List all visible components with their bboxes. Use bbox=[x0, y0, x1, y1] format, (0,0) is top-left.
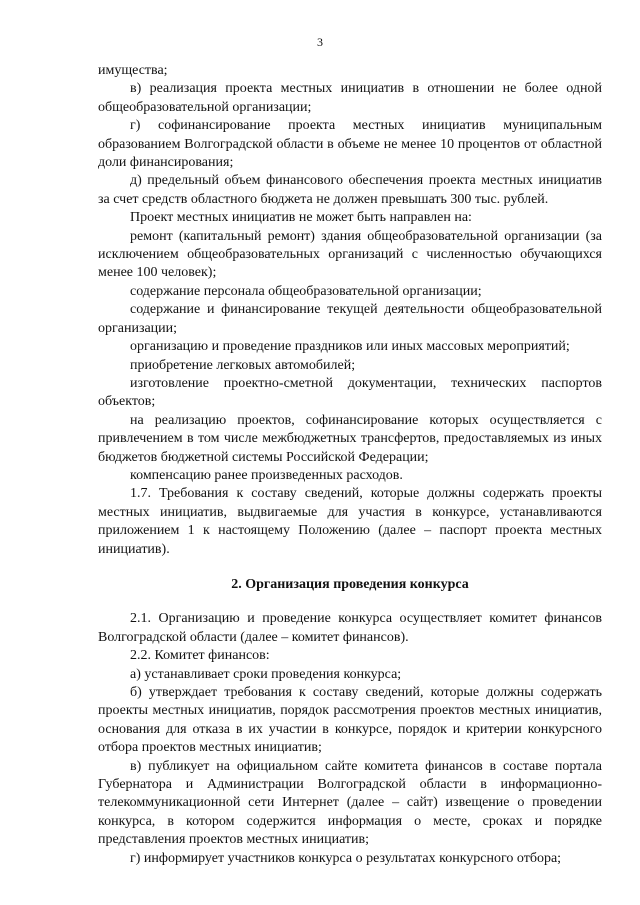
paragraph: компенсацию ранее произведенных расходов. bbox=[130, 467, 403, 483]
paragraph: содержание и финансирование текущей деятельности общеобразовательной организации; bbox=[98, 302, 602, 336]
paragraph: содержание персонала общеобразовательной организации; bbox=[130, 283, 482, 299]
paragraph: Проект местных инициатив не может быть направлен на: bbox=[130, 210, 472, 226]
paragraph: в) реализация проекта местных инициатив в отношении не более одной общеобразовательной организации; bbox=[98, 81, 602, 115]
paragraph: г) информирует участников конкурса о результатах конкурсного отбора; bbox=[130, 850, 562, 866]
paragraph: в) публикует на официальном сайте комитета финансов в составе портала Губернатора и Администрации Волгоградской области в информационно-телекоммуникационной сети Интернет (далее – сайт) извещение о проведении конкурса, в котором содержится информация о месте, сроках и порядке представления проектов местных инициатив; bbox=[98, 758, 602, 848]
paragraph: изготовление проектно-сметной документации, технических паспортов объектов; bbox=[98, 375, 602, 410]
document-body bbox=[98, 62, 602, 868]
paragraph: 2.2. Комитет финансов: bbox=[130, 648, 270, 664]
paragraph: ремонт (капитальный ремонт) здания общеобразовательной организации (за исключением общеобразовательных организаций с численностью обучающихся менее 100 человек); bbox=[98, 228, 602, 281]
page-number: 3 bbox=[317, 35, 323, 49]
paragraph: г) софинансирование проекта местных инициатив муниципальным образованием Волгоградской области в объеме не менее 10 процентов от областной доли финансирования; bbox=[98, 118, 602, 171]
top-paragraphs bbox=[98, 62, 602, 559]
bottom-paragraphs bbox=[98, 610, 602, 868]
paragraph: 2.1. Организацию и проведение конкурса осуществляет комитет финансов Волгоградской области (далее – комитет финансов). bbox=[98, 611, 602, 645]
paragraph: приобретение легковых автомобилей; bbox=[130, 357, 356, 373]
paragraph: д) предельный объем финансового обеспечения проекта местных инициатив за счет средств областного бюджета не должен превышать 300 тыс. рублей. bbox=[98, 173, 602, 207]
paragraph: б) утверждает требования к составу сведений, которые должны содержать проекты местных инициатив, порядок рассмотрения проектов местных инициатив, основания для отказа в их участии в конкурсе, порядок и критерии конкурсного отбора проектов местных инициатив; bbox=[98, 685, 602, 756]
paragraph: на реализацию проектов, софинансирование которых осуществляется с привлечением в том числе межбюджетных трансфертов, предоставляемых из иных бюджетов бюджетной системы Российской Федерации; bbox=[98, 412, 602, 465]
paragraph: а) устанавливает сроки проведения конкурса; bbox=[130, 666, 402, 682]
paragraph: имущества; bbox=[98, 63, 168, 78]
paragraph: 1.7. Требования к составу сведений, которые должны содержать проекты местных инициатив, выдвигаемые для участия в конкурсе, устанавливаются приложением 1 к настоящему Положению (далее – паспорт проекта местных инициатив). bbox=[98, 486, 602, 557]
paragraph: организацию и проведение праздников или иных массовых мероприятий; bbox=[130, 339, 570, 355]
section-heading: 2. Организация проведения конкурса bbox=[231, 576, 469, 592]
